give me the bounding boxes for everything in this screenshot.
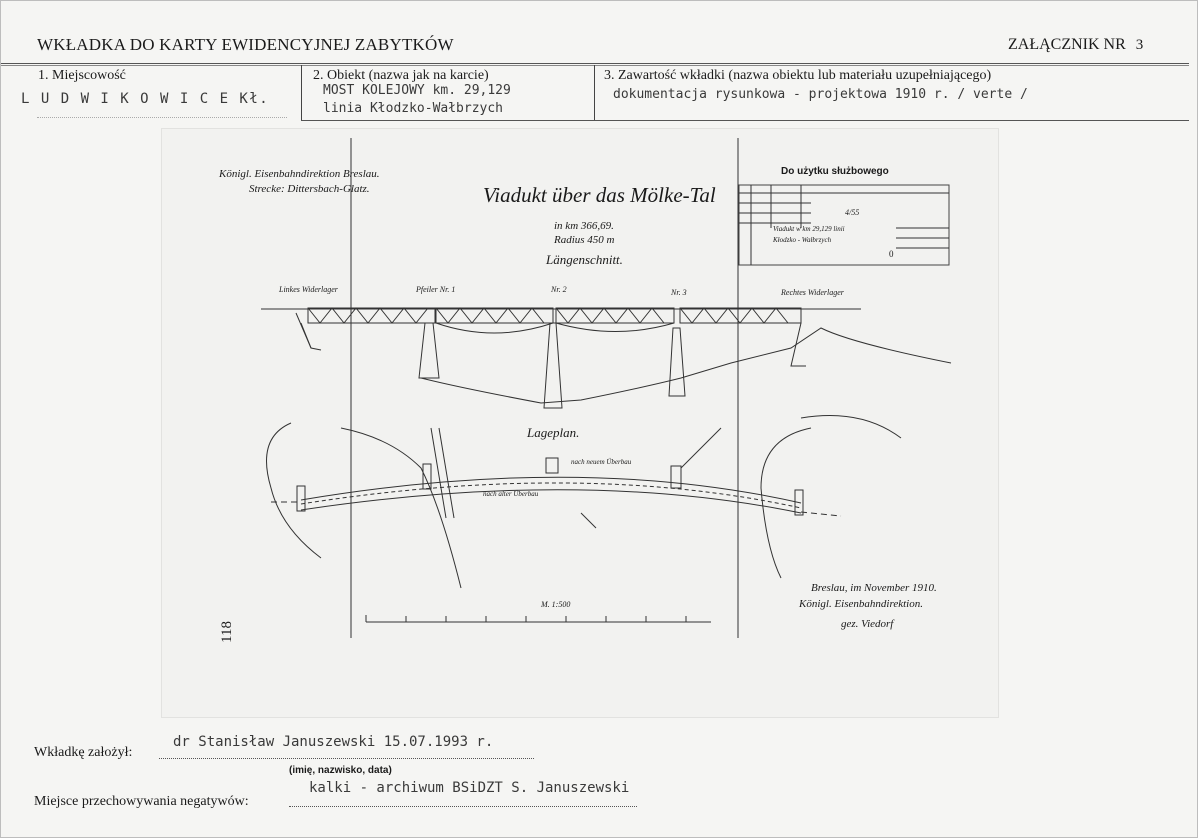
stamp-text-1: Viadukt w km 29,129 linii xyxy=(773,225,845,233)
drawing-radius: Radius 450 m xyxy=(554,234,615,246)
object-value-line-1: MOST KOLEJOWY km. 29,129 xyxy=(323,83,511,98)
place-date: Breslau, im November 1910. xyxy=(811,582,937,594)
pier-1-label: Pfeiler Nr. 1 xyxy=(416,285,456,294)
header-rule xyxy=(1,63,1189,64)
drawing-section-label: Längenschnitt. xyxy=(546,252,623,267)
object-value-line-2: linia Kłodzko-Wałbrzych xyxy=(323,101,504,116)
office-use-label: Do użytku służbowego xyxy=(781,166,889,177)
drawing-km: in km 366,69. xyxy=(554,220,614,232)
founded-dots xyxy=(159,758,534,759)
right-abutment-label: Rechtes Widerlager xyxy=(781,288,844,297)
content-label: 3. Zawartość wkładki (nazwa obiektu lub materiału uzupełniającego) xyxy=(604,68,992,83)
content-value: dokumentacja rysunkowa - projektowa 1910 r. / verte / xyxy=(613,87,1028,102)
pier-3-label: Nr. 3 xyxy=(671,288,687,297)
plan-label: Lageplan. xyxy=(527,425,580,440)
stamp-ref: 4/55 xyxy=(845,208,860,217)
fields-rule xyxy=(301,120,1189,121)
drawing-title: Viadukt über das Mölke-Tal xyxy=(483,183,716,207)
annex-number: 3 xyxy=(1135,37,1144,53)
side-note: 118 xyxy=(219,621,235,643)
locality-dots xyxy=(37,117,287,118)
new-superstructure-label: nach neuem Überbau xyxy=(571,458,632,466)
scale-label: M. 1:500 xyxy=(541,600,571,609)
object-label: 2. Obiekt (nazwa jak na karcie) xyxy=(313,68,489,83)
locality-label: 1. Miejscowość xyxy=(38,68,126,83)
technical-drawing xyxy=(161,128,999,718)
field-divider-2 xyxy=(594,65,595,121)
founded-label: Wkładkę założył: xyxy=(34,745,133,760)
annex-label xyxy=(1008,36,1143,54)
authority-sign: Königl. Eisenbahndirektion. xyxy=(799,598,923,610)
stamp-zero: 0 xyxy=(889,249,894,259)
card-title: WKŁADKA DO KARTY EWIDENCYJNEJ ZABYTKÓW xyxy=(37,35,454,54)
storage-label: Miejsce przechowywania negatywów: xyxy=(34,794,249,809)
signature: gez. Viedorf xyxy=(841,618,894,630)
authority-line-1: Königl. Eisenbahndirektion Breslau. xyxy=(219,168,380,180)
storage-value: kalki - archiwum BSiDZT S. Januszewski xyxy=(309,780,630,796)
header-rule-2 xyxy=(1,65,1189,66)
pier-2-label: Nr. 2 xyxy=(551,285,567,294)
stamp-text-2: Kłodzko - Wałbrzych xyxy=(773,236,832,244)
storage-dots xyxy=(289,806,637,807)
old-superstructure-label: nach alter Überbau xyxy=(483,490,539,498)
left-abutment-label: Linkes Widerlager xyxy=(279,285,338,294)
founded-value: dr Stanisław Januszewski 15.07.1993 r. xyxy=(173,734,494,750)
authority-line-2: Strecke: Dittersbach-Glatz. xyxy=(249,183,370,195)
annex-label-text: ZAŁĄCZNIK NR xyxy=(1008,36,1126,53)
founded-caption: (imię, nazwisko, data) xyxy=(289,765,392,776)
field-divider-1 xyxy=(301,65,302,121)
locality-value: L U D W I K O W I C E Kł. xyxy=(21,91,270,107)
